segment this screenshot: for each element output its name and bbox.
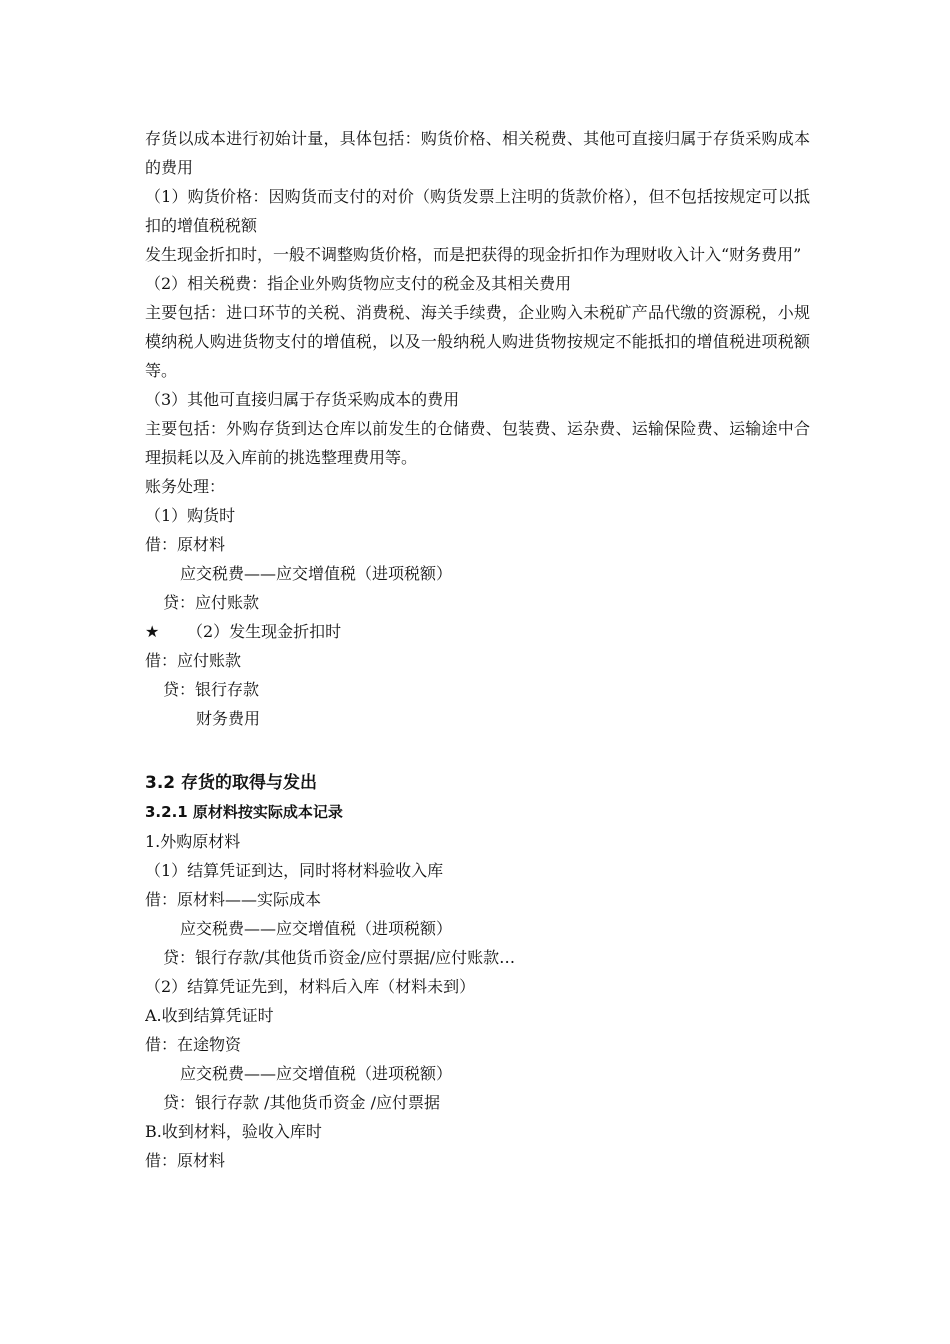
- debit-line: 借：原材料——实际成本: [145, 890, 322, 909]
- case2-credit-line: 财务费用: [196, 709, 261, 728]
- step-title: B.收到材料，验收入库时: [145, 1122, 322, 1141]
- item3-detail: 主要包括：外购存货到达仓库以前发生的仓储费、包装费、运杂费、运输保险费、运输途中合理损耗以及入库前的挑选整理费用等。: [145, 419, 810, 467]
- debit-line: 借：在途物资: [145, 1035, 242, 1054]
- intro-paragraph: 存货以成本进行初始计量，具体包括：购货价格、相关税费、其他可直接归属于存货采购成本的费用: [145, 129, 810, 177]
- subsection-heading: 3.2.1 原材料按实际成本记录: [145, 803, 343, 821]
- debit-line: 借：原材料: [145, 1151, 226, 1170]
- case1-credit-line: 贷：应付账款: [163, 593, 260, 612]
- step-title: A.收到结算凭证时: [145, 1006, 274, 1025]
- item2-title: （2）相关税费：指企业外购货物应支付的税金及其相关费用: [145, 274, 572, 293]
- point-title: 1.外购原材料: [145, 832, 241, 851]
- item2-detail: 主要包括：进口环节的关税、消费税、海关手续费，企业购入未税矿产品代缴的资源税，小规模纳税人购进货物支付的增值税，以及一般纳税人购进货物按规定不能抵扣的增值税进项税额等。: [145, 303, 810, 380]
- item1-title: （1）购货价格：因购货而支付的对价（购货发票上注明的货款价格），但不包括按规定可以抵扣的增值税税额: [145, 187, 810, 235]
- credit-line: 贷：银行存款 /其他货币资金 /应付票据: [163, 1093, 440, 1112]
- case-title: （1）结算凭证到达，同时将材料验收入库: [145, 861, 444, 880]
- case-title: （2）结算凭证先到，材料后入库（材料未到）: [145, 977, 476, 996]
- debit-line: 应交税费——应交增值税（进项税额）: [180, 1064, 453, 1083]
- case2-title-row: [145, 617, 810, 646]
- case2-credit-line: 贷：银行存款: [163, 680, 260, 699]
- item3-title: （3）其他可直接归属于存货采购成本的费用: [145, 390, 460, 409]
- credit-line: 贷：银行存款/其他货币资金/应付票据/应付账款…: [163, 948, 516, 967]
- case1-title: （1）购货时: [145, 506, 236, 525]
- document-page: [145, 124, 810, 1175]
- case2-title: （2）发生现金折扣时: [187, 622, 342, 641]
- debit-line: 应交税费——应交增值税（进项税额）: [180, 919, 453, 938]
- case2-debit-line: 借：应付账款: [145, 651, 242, 670]
- star-icon: ★: [145, 622, 160, 641]
- section-heading: 3.2 存货的取得与发出: [145, 773, 318, 793]
- case1-debit-line: 应交税费——应交增值税（进项税额）: [180, 564, 453, 583]
- case1-debit-line: 借：原材料: [145, 535, 226, 554]
- accounting-heading: 账务处理：: [145, 477, 226, 496]
- item1-note: 发生现金折扣时，一般不调整购货价格，而是把获得的现金折扣作为理财收入计入“财务费用”: [145, 245, 802, 264]
